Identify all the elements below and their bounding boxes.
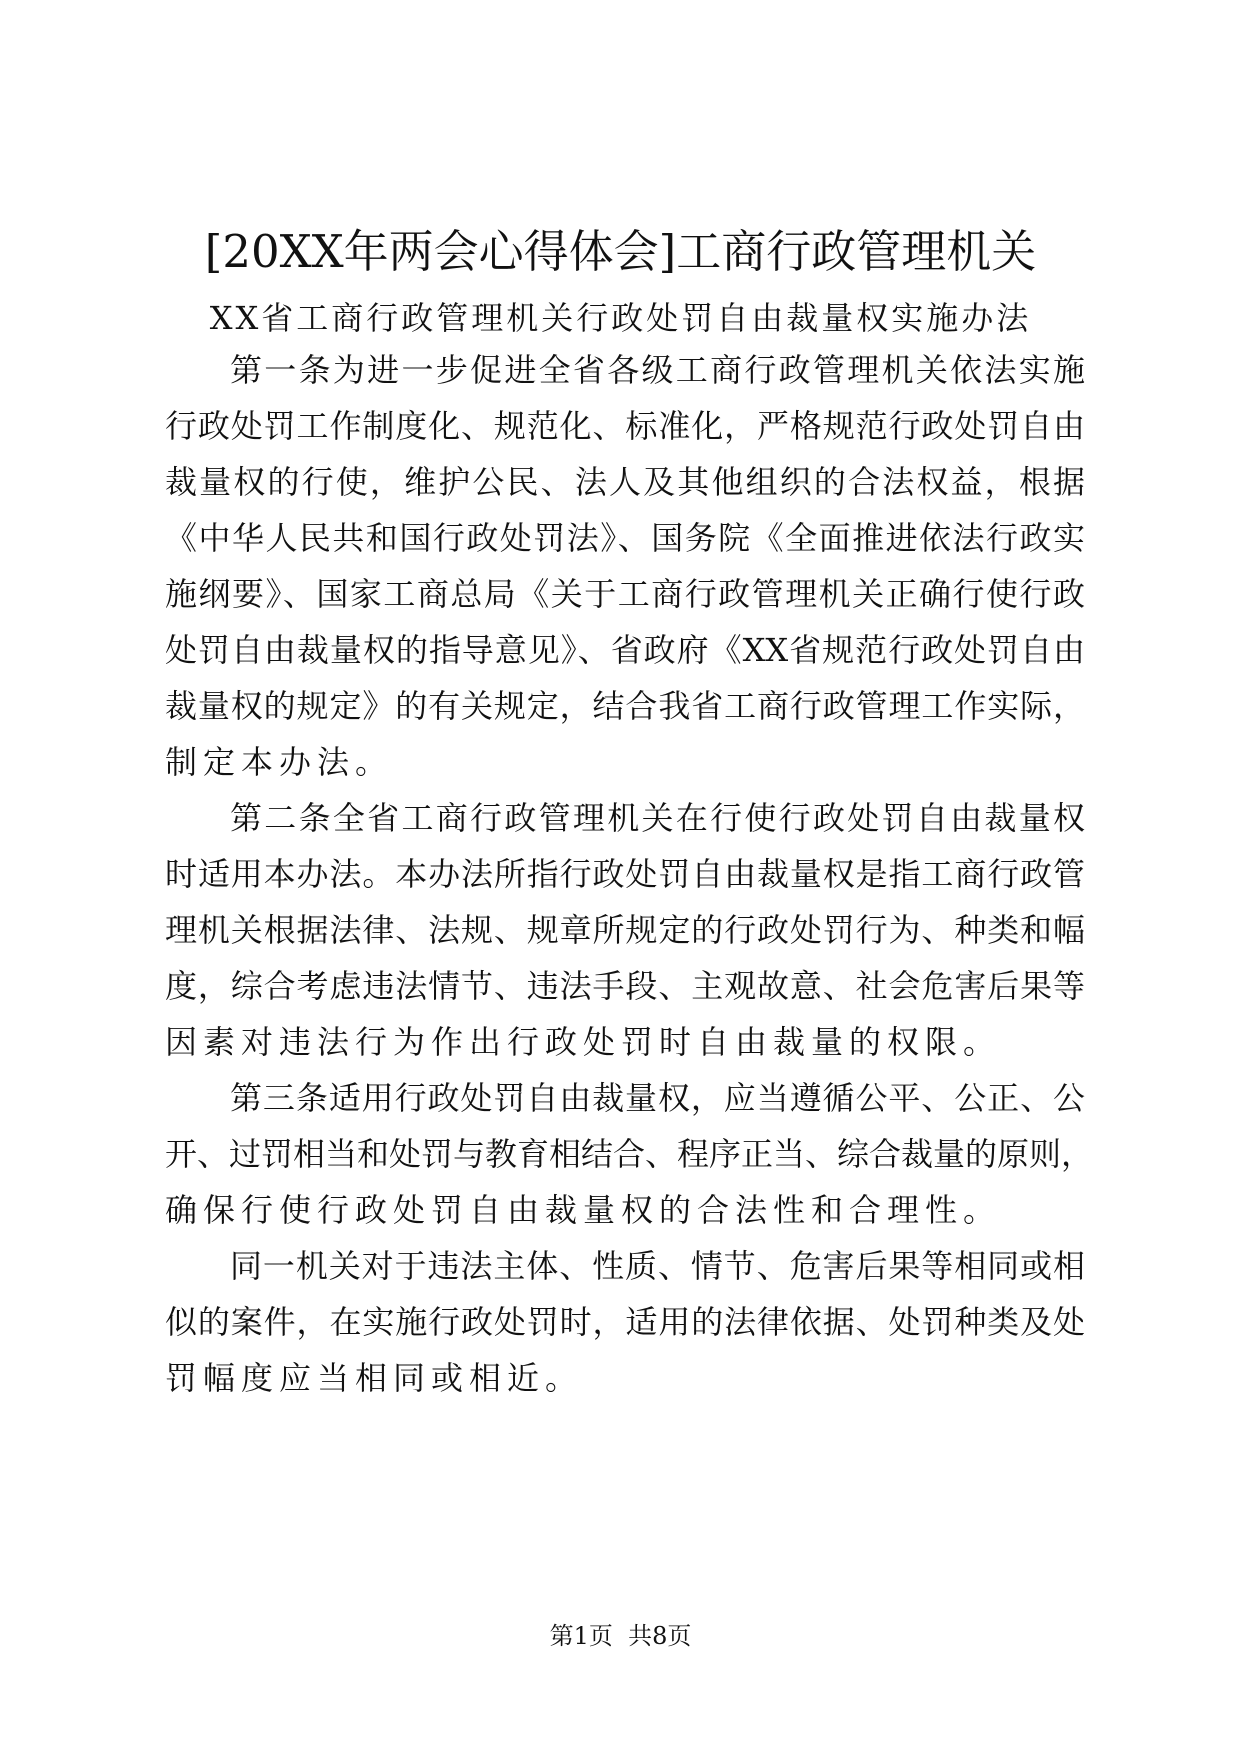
paragraph-line: 时适用本办法。本办法所指行政处罚自由裁量权是指工商行政管: [165, 855, 1085, 893]
paragraph-line: 裁量权的行使，维护公民、法人及其他组织的合法权益，根据: [165, 463, 1085, 501]
paragraph-line: 《中华人民共和国行政处罚法》、国务院《全面推进依法行政实: [165, 519, 1085, 557]
paragraph-line: 度，综合考虑违法情节、违法手段、主观故意、社会危害后果等: [165, 967, 1085, 1005]
paragraph-line: 确保行使行政处罚自由裁量权的合法性和合理性。: [165, 1191, 1002, 1229]
page-footer: [0, 1620, 1241, 1652]
document-title: [20XX年两会心得体会]工商行政管理机关: [204, 225, 1037, 278]
paragraph-line: 裁量权的规定》的有关规定，结合我省工商行政管理工作实际，: [165, 687, 1085, 725]
paragraph-line: 理机关根据法律、法规、规章所规定的行政处罚行为、种类和幅: [165, 911, 1085, 949]
paragraph-line: 制定本办法。: [165, 743, 394, 781]
paragraph-line: 因素对违法行为作出行政处罚时自由裁量的权限。: [165, 1023, 1002, 1061]
document-subtitle: XX省工商行政管理机关行政处罚自由裁量权实施办法: [209, 299, 1032, 337]
paragraph-line: 行政处罚工作制度化、规范化、标准化，严格规范行政处罚自由: [165, 407, 1085, 445]
paragraph-line: 施纲要》、国家工商总局《关于工商行政管理机关正确行使行政: [165, 575, 1085, 613]
page-number-label: 第1页 共8页: [549, 1622, 692, 1650]
paragraph-line: 罚幅度应当相同或相近。: [165, 1359, 584, 1397]
paragraph-line: 第三条适用行政处罚自由裁量权，应当遵循公平、公正、公: [230, 1079, 1085, 1117]
paragraph-line: 处罚自由裁量权的指导意见》、省政府《XX省规范行政处罚自由: [165, 631, 1085, 669]
paragraph-line: 第二条全省工商行政管理机关在行使行政处罚自由裁量权: [230, 799, 1085, 837]
paragraph-line: 似的案件，在实施行政处罚时，适用的法律依据、处罚种类及处: [165, 1303, 1085, 1341]
paragraph-line: 开、过罚相当和处罚与教育相结合、程序正当、综合裁量的原则，: [165, 1135, 1094, 1173]
paragraph-line: 第一条为进一步促进全省各级工商行政管理机关依法实施: [230, 351, 1085, 389]
paragraph-line: 同一机关对于违法主体、性质、情节、危害后果等相同或相: [230, 1247, 1085, 1285]
